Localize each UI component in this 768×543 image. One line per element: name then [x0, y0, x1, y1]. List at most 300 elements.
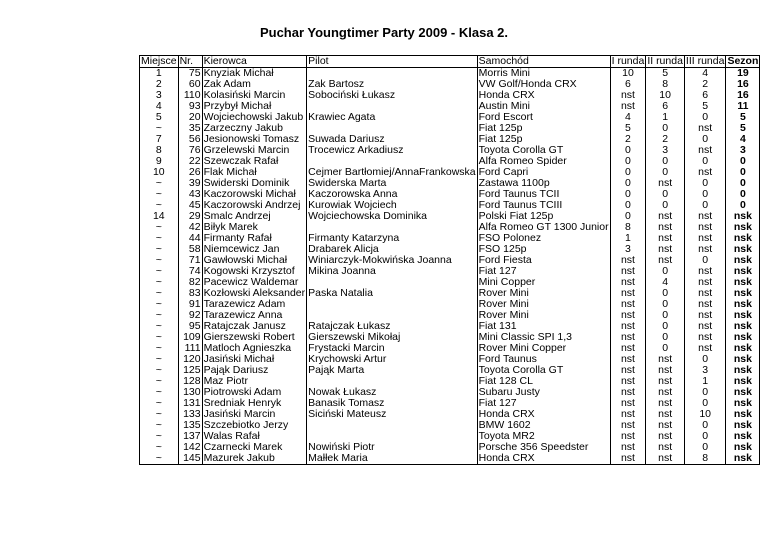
- cell-r1: nst: [610, 90, 646, 101]
- cell-driver: Jasiński Marcin: [202, 409, 307, 420]
- header-pilot: Pilot: [307, 56, 477, 68]
- table-row: [140, 453, 760, 465]
- cell-pilot: Suwada Dariusz: [308, 134, 385, 145]
- cell-nr: 76: [178, 145, 202, 156]
- cell-car: Rover Mini Copper: [477, 343, 610, 354]
- cell-nr: 43: [178, 189, 202, 200]
- cell-r2: 0: [646, 189, 685, 200]
- cell-car: Fiat 127: [477, 266, 610, 277]
- cell-pos: ~: [140, 354, 179, 365]
- cell-pos: ~: [140, 244, 179, 255]
- cell-car: Morris Mini: [477, 68, 610, 80]
- cell-car: Zastawa 1100p: [477, 178, 610, 189]
- cell-r2: 4: [646, 277, 685, 288]
- cell-pilot: Kaczorowska Anna: [308, 189, 398, 200]
- table-row: [140, 431, 760, 442]
- cell-pilot: [307, 68, 477, 80]
- cell-nr: 111: [178, 343, 202, 354]
- cell-r3: nst: [684, 233, 726, 244]
- cell-pilot: Winiarczyk-Mokwińska Joanna: [308, 255, 452, 266]
- cell-car: Fiat 127: [477, 398, 610, 409]
- cell-r3: nst: [684, 343, 726, 354]
- cell-nr: 35: [178, 123, 202, 134]
- cell-r1: nst: [610, 332, 646, 343]
- table-row: [140, 365, 760, 376]
- cell-r1: nst: [610, 398, 646, 409]
- cell-r1: 4: [610, 112, 646, 123]
- cell-total: nsk: [726, 354, 760, 365]
- cell-r2: 0: [646, 343, 685, 354]
- page-title: Puchar Youngtimer Party 2009 - Klasa 2.: [259, 25, 509, 40]
- cell-pos: ~: [140, 123, 179, 134]
- cell-r1: 5: [610, 123, 646, 134]
- cell-pilot: [307, 299, 477, 310]
- header-total: Sezon: [727, 55, 759, 67]
- cell-driver: Kaczorowski Andrzej: [202, 200, 307, 211]
- cell-driver: Pacewicz Waldemar: [202, 277, 307, 288]
- cell-nr: 74: [178, 266, 202, 277]
- cell-car: Polski Fiat 125p: [477, 211, 610, 222]
- cell-pilot: [307, 123, 477, 134]
- cell-r3: 0: [684, 156, 726, 167]
- table-row: [140, 189, 760, 200]
- cell-pilot: [307, 310, 477, 321]
- cell-total: nsk: [726, 343, 760, 354]
- cell-pos: 7: [140, 134, 179, 145]
- cell-total: 0: [726, 156, 760, 167]
- cell-driver: Mazurek Jakub: [202, 453, 307, 465]
- cell-r2: 0: [646, 200, 685, 211]
- table-row: [140, 200, 760, 211]
- cell-total: 19: [726, 68, 760, 80]
- cell-car: Fiat 125p: [477, 123, 610, 134]
- cell-r3: 0: [684, 431, 726, 442]
- cell-driver: Kozłowski Aleksander: [203, 288, 306, 299]
- cell-nr: 42: [178, 222, 202, 233]
- cell-r3: 0: [684, 178, 726, 189]
- cell-r1: 6: [610, 79, 646, 90]
- cell-r1: nst: [610, 420, 646, 431]
- header-row: [140, 56, 760, 68]
- cell-nr: 26: [178, 167, 202, 178]
- table-row: [140, 266, 760, 277]
- cell-r2: nst: [646, 244, 685, 255]
- cell-pos: ~: [140, 321, 179, 332]
- cell-driver: Piotrowski Adam: [202, 387, 307, 398]
- cell-pilot: [307, 101, 477, 112]
- cell-driver: Wojciechowski Jakub: [202, 112, 307, 123]
- cell-nr: 82: [178, 277, 202, 288]
- cell-nr: 83: [178, 288, 202, 299]
- cell-driver: Świderski Dominik: [202, 178, 307, 189]
- cell-r1: 0: [610, 200, 646, 211]
- cell-pilot: [307, 420, 477, 431]
- cell-pos: ~: [140, 365, 179, 376]
- cell-car: Toyota Corolla GT: [477, 365, 610, 376]
- cell-pos: ~: [140, 178, 179, 189]
- cell-r3: nst: [684, 211, 726, 222]
- cell-car: Rover Mini: [477, 299, 610, 310]
- cell-r3: 0: [684, 200, 726, 211]
- cell-total: nsk: [726, 211, 760, 222]
- cell-r1: nst: [610, 343, 646, 354]
- cell-driver: Szewczak Rafał: [202, 156, 307, 167]
- cell-total: nsk: [726, 442, 760, 453]
- cell-r3: nst: [684, 145, 726, 156]
- cell-r3: 0: [684, 398, 726, 409]
- cell-nr: 20: [178, 112, 202, 123]
- cell-pos: ~: [140, 420, 179, 431]
- cell-total: 0: [726, 167, 760, 178]
- cell-r1: nst: [610, 409, 646, 420]
- header-r3: III runda: [685, 55, 725, 67]
- table-row: [140, 244, 760, 255]
- cell-total: 0: [726, 200, 760, 211]
- cell-r2: 0: [646, 288, 685, 299]
- cell-driver: Jesionowski Tomasz: [202, 134, 307, 145]
- cell-driver: Zarzeczny Jakub: [202, 123, 307, 134]
- cell-r1: nst: [610, 321, 646, 332]
- cell-pilot: Krawiec Agata: [308, 112, 376, 123]
- cell-r1: nst: [610, 299, 646, 310]
- table-row: [140, 420, 760, 431]
- table-row: [140, 409, 760, 420]
- cell-pos: ~: [140, 255, 179, 266]
- cell-pos: ~: [140, 409, 179, 420]
- table-row: [140, 343, 760, 354]
- cell-total: nsk: [726, 332, 760, 343]
- cell-pilot: Drabarek Alicja: [308, 244, 379, 255]
- cell-driver: Średniak Henryk: [202, 398, 307, 409]
- cell-r1: 10: [610, 68, 646, 80]
- cell-r2: nst: [646, 442, 685, 453]
- cell-pos: ~: [140, 266, 179, 277]
- cell-pilot: Paska Natalia: [308, 288, 373, 299]
- cell-pos: ~: [140, 189, 179, 200]
- cell-pos: ~: [140, 288, 179, 299]
- table-row: [140, 442, 760, 453]
- cell-pilot: Cejmer Bartłomiej/AnnaFrankowska: [308, 167, 476, 178]
- cell-r1: 1: [610, 233, 646, 244]
- cell-pos: ~: [140, 332, 179, 343]
- cell-pilot: Banasik Tomasz: [308, 398, 385, 409]
- cell-r1: nst: [610, 310, 646, 321]
- cell-r2: 0: [646, 167, 685, 178]
- cell-pilot: [307, 376, 477, 387]
- cell-r2: 5: [646, 68, 685, 80]
- cell-r2: nst: [646, 365, 685, 376]
- cell-driver: Jasiński Michał: [202, 354, 307, 365]
- table-row: [140, 310, 760, 321]
- cell-r1: 0: [610, 145, 646, 156]
- cell-r3: 1: [684, 376, 726, 387]
- cell-r2: 0: [646, 123, 685, 134]
- cell-driver: Kogowski Krzysztof: [202, 266, 307, 277]
- cell-nr: 110: [178, 90, 202, 101]
- cell-car: Honda CRX: [477, 409, 610, 420]
- cell-r1: 0: [610, 156, 646, 167]
- cell-r1: nst: [610, 453, 646, 465]
- cell-r2: nst: [646, 233, 685, 244]
- cell-pos: ~: [140, 299, 179, 310]
- cell-car: Toyota Corolla GT: [477, 145, 610, 156]
- cell-r1: nst: [610, 288, 646, 299]
- cell-total: nsk: [726, 222, 760, 233]
- cell-pos: ~: [140, 376, 179, 387]
- cell-nr: 22: [178, 156, 202, 167]
- cell-car: Fiat 131: [477, 321, 610, 332]
- cell-r3: 5: [684, 101, 726, 112]
- cell-car: Toyota MR2: [477, 431, 610, 442]
- cell-pilot: Pająk Marta: [308, 365, 365, 376]
- cell-r3: 3: [684, 365, 726, 376]
- cell-r3: nst: [684, 321, 726, 332]
- cell-total: nsk: [726, 255, 760, 266]
- cell-r1: nst: [610, 266, 646, 277]
- table-row: [140, 90, 760, 101]
- cell-r2: 0: [646, 156, 685, 167]
- cell-nr: 135: [178, 420, 202, 431]
- cell-total: 16: [726, 79, 760, 90]
- cell-pilot: Gierszewski Mikołaj: [308, 332, 401, 343]
- cell-r2: 1: [646, 112, 685, 123]
- table-row: [140, 167, 760, 178]
- cell-total: nsk: [726, 244, 760, 255]
- header-pos: Miejsce: [141, 55, 177, 67]
- cell-r3: 0: [684, 255, 726, 266]
- table-row: [140, 387, 760, 398]
- cell-pos: 8: [140, 145, 179, 156]
- cell-total: nsk: [726, 310, 760, 321]
- table-row: [140, 233, 760, 244]
- cell-nr: 145: [178, 453, 202, 465]
- cell-r3: 0: [684, 387, 726, 398]
- table-row: [140, 299, 760, 310]
- cell-nr: 120: [178, 354, 202, 365]
- cell-nr: 109: [178, 332, 202, 343]
- cell-total: nsk: [726, 387, 760, 398]
- cell-r2: 3: [646, 145, 685, 156]
- table-row: [140, 79, 760, 90]
- cell-r1: 0: [610, 211, 646, 222]
- cell-nr: 133: [178, 409, 202, 420]
- cell-r1: 8: [610, 222, 646, 233]
- cell-r3: nst: [684, 123, 726, 134]
- cell-pilot: Frystacki Marcin: [308, 343, 385, 354]
- cell-driver: Pająk Dariusz: [202, 365, 307, 376]
- cell-car: Mini Copper: [477, 277, 610, 288]
- table-row: [140, 112, 760, 123]
- header-nr: Nr.: [178, 56, 202, 68]
- table-row: [140, 123, 760, 134]
- cell-nr: 125: [178, 365, 202, 376]
- cell-pos: 4: [140, 101, 179, 112]
- cell-r3: 0: [684, 134, 726, 145]
- cell-r3: 10: [684, 409, 726, 420]
- cell-pos: 14: [140, 211, 179, 222]
- table-row: [140, 222, 760, 233]
- cell-pos: ~: [140, 233, 179, 244]
- cell-total: nsk: [726, 299, 760, 310]
- cell-total: nsk: [726, 288, 760, 299]
- cell-driver: Tarazewicz Adam: [202, 299, 307, 310]
- table-row: [140, 354, 760, 365]
- cell-car: Mini Classic SPI 1,3: [477, 332, 610, 343]
- cell-total: nsk: [726, 321, 760, 332]
- cell-r3: 8: [684, 453, 726, 465]
- header-r2: II runda: [647, 55, 683, 67]
- cell-nr: 142: [178, 442, 202, 453]
- results-table: [139, 55, 760, 465]
- cell-r1: nst: [610, 277, 646, 288]
- cell-car: Ford Fiesta: [477, 255, 610, 266]
- cell-driver: Smalc Andrzej: [202, 211, 307, 222]
- cell-pos: ~: [140, 310, 179, 321]
- cell-nr: 39: [178, 178, 202, 189]
- cell-pos: 2: [140, 79, 179, 90]
- cell-total: nsk: [726, 233, 760, 244]
- header-car: Samochód: [477, 56, 610, 68]
- cell-r2: 0: [646, 321, 685, 332]
- cell-pilot: Wojciechowska Dominika: [308, 211, 428, 222]
- cell-total: nsk: [726, 409, 760, 420]
- cell-driver: Kolasiński Marcin: [202, 90, 307, 101]
- cell-pos: ~: [140, 431, 179, 442]
- cell-driver: Knyziak Michał: [202, 68, 307, 80]
- cell-r2: 0: [646, 266, 685, 277]
- cell-pilot: Mikina Joanna: [308, 266, 376, 277]
- cell-r2: 8: [646, 79, 685, 90]
- cell-pilot: Żak Bartosz: [308, 79, 365, 90]
- cell-r3: nst: [684, 310, 726, 321]
- cell-r1: 0: [610, 167, 646, 178]
- cell-driver: Walas Rafał: [202, 431, 307, 442]
- cell-total: nsk: [726, 431, 760, 442]
- cell-r2: nst: [646, 387, 685, 398]
- cell-r2: nst: [646, 354, 685, 365]
- cell-r3: 4: [684, 68, 726, 80]
- cell-driver: Gierszewski Robert: [202, 332, 307, 343]
- cell-total: nsk: [726, 398, 760, 409]
- cell-r2: nst: [646, 398, 685, 409]
- cell-pos: ~: [140, 222, 179, 233]
- cell-pos: 10: [140, 167, 179, 178]
- cell-pilot: Nowak Łukasz: [308, 387, 377, 398]
- cell-pilot: [307, 222, 477, 233]
- cell-car: Ford Escort: [477, 112, 610, 123]
- cell-pilot: Trocewicz Arkadiusz: [308, 145, 404, 156]
- cell-total: nsk: [726, 277, 760, 288]
- cell-nr: 92: [178, 310, 202, 321]
- table-row: [140, 156, 760, 167]
- cell-r3: 0: [684, 112, 726, 123]
- cell-nr: 58: [178, 244, 202, 255]
- table-row: [140, 178, 760, 189]
- cell-total: nsk: [726, 266, 760, 277]
- cell-pilot: [307, 431, 477, 442]
- table-row: [140, 134, 760, 145]
- cell-car: Ford Capri: [477, 167, 610, 178]
- cell-r3: nst: [684, 167, 726, 178]
- cell-r2: 0: [646, 310, 685, 321]
- cell-r1: nst: [610, 431, 646, 442]
- cell-nr: 56: [178, 134, 202, 145]
- cell-r1: nst: [610, 387, 646, 398]
- cell-r3: nst: [684, 288, 726, 299]
- cell-r2: nst: [646, 211, 685, 222]
- cell-pilot: Sobociński Łukasz: [308, 90, 396, 101]
- cell-r2: 6: [646, 101, 685, 112]
- cell-driver: Tarazewicz Anna: [202, 310, 307, 321]
- cell-nr: 29: [178, 211, 202, 222]
- table-row: [140, 255, 760, 266]
- cell-driver: Maz Piotr: [202, 376, 307, 387]
- cell-r3: nst: [684, 266, 726, 277]
- cell-nr: 128: [178, 376, 202, 387]
- cell-nr: 60: [178, 79, 202, 90]
- cell-car: VW Golf/Honda CRX: [477, 79, 610, 90]
- cell-total: 3: [726, 145, 760, 156]
- cell-driver: Kaczorowski Michał: [202, 189, 307, 200]
- cell-nr: 137: [178, 431, 202, 442]
- cell-r2: nst: [646, 409, 685, 420]
- cell-pilot: Krychowski Artur: [308, 354, 387, 365]
- cell-driver: Żak Adam: [202, 79, 307, 90]
- cell-driver: Ratajczak Janusz: [202, 321, 307, 332]
- cell-pos: 5: [140, 112, 179, 123]
- cell-r3: nst: [684, 277, 726, 288]
- cell-r2: nst: [646, 420, 685, 431]
- cell-total: nsk: [726, 420, 760, 431]
- cell-pos: ~: [140, 343, 179, 354]
- cell-r2: nst: [646, 222, 685, 233]
- cell-pilot: Ratajczak Łukasz: [308, 321, 391, 332]
- cell-nr: 130: [178, 387, 202, 398]
- cell-r2: 10: [646, 90, 685, 101]
- cell-driver: Przybył Michał: [202, 101, 307, 112]
- cell-nr: 71: [178, 255, 202, 266]
- cell-car: Rover Mini: [477, 288, 610, 299]
- cell-pos: ~: [140, 442, 179, 453]
- cell-driver: Firmanty Rafał: [202, 233, 307, 244]
- cell-total: nsk: [726, 365, 760, 376]
- cell-pos: ~: [140, 277, 179, 288]
- cell-r3: 0: [684, 442, 726, 453]
- header-r1: I runda: [611, 55, 645, 67]
- table-row: [140, 277, 760, 288]
- cell-r1: 2: [610, 134, 646, 145]
- cell-r3: 0: [684, 189, 726, 200]
- cell-car: Fiat 125p: [477, 134, 610, 145]
- cell-car: Austin Mini: [477, 101, 610, 112]
- cell-pos: ~: [140, 398, 179, 409]
- cell-car: BMW 1602: [477, 420, 610, 431]
- table-row: [140, 332, 760, 343]
- cell-nr: 131: [178, 398, 202, 409]
- cell-r2: nst: [646, 453, 685, 465]
- cell-r3: 0: [684, 354, 726, 365]
- cell-total: 11: [726, 101, 760, 112]
- cell-car: Alfa Romeo Spider: [477, 156, 610, 167]
- table-row: [140, 321, 760, 332]
- cell-car: Rover Mini: [477, 310, 610, 321]
- cell-driver: Niemcewicz Jan: [202, 244, 307, 255]
- table-row: [140, 211, 760, 222]
- cell-car: Honda CRX: [477, 90, 610, 101]
- cell-nr: 95: [178, 321, 202, 332]
- cell-r3: nst: [684, 244, 726, 255]
- header-driver: Kierowca: [202, 56, 307, 68]
